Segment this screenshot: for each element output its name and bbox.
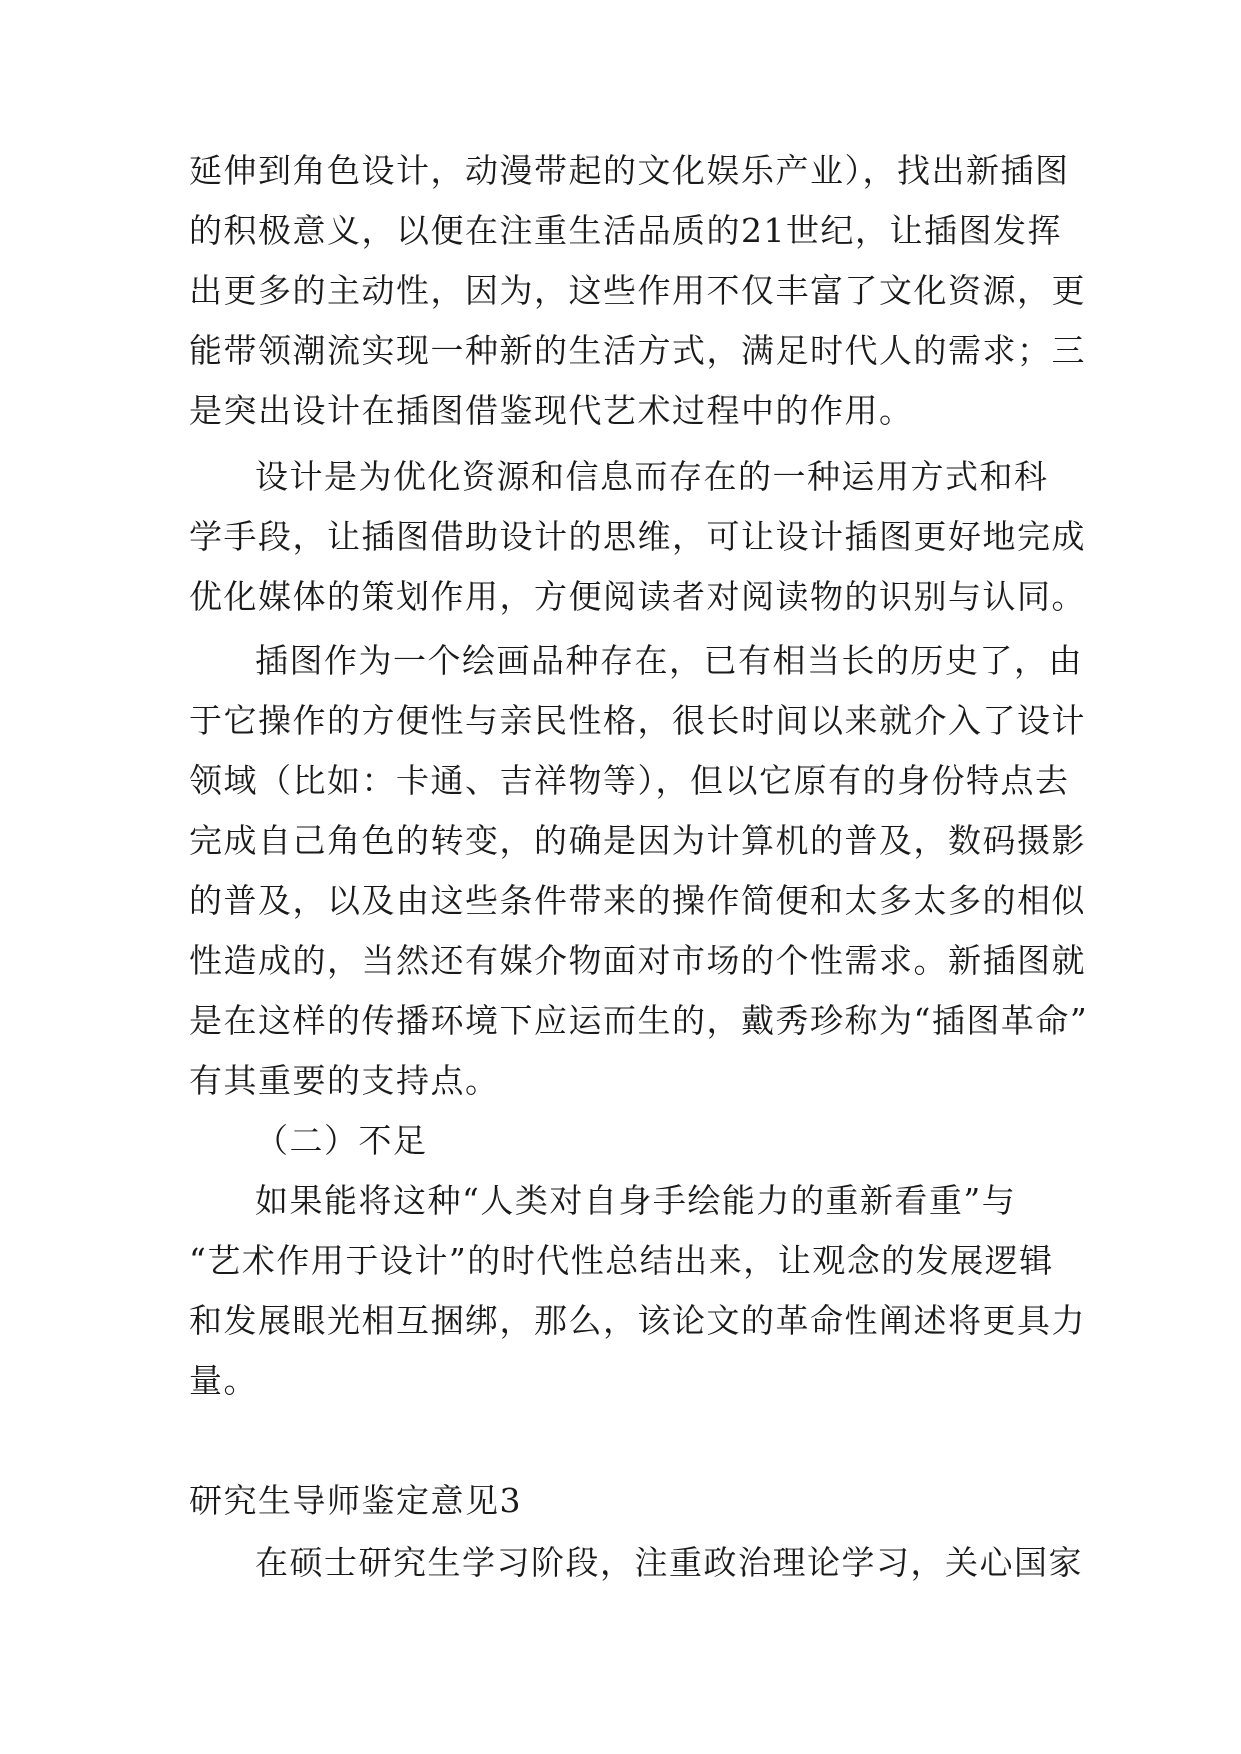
section-title: 研究生导师鉴定意见3 — [189, 1481, 522, 1520]
text-line: 有其重要的支持点。 — [189, 1061, 500, 1100]
text-line: “艺术作用于设计”的时代性总结出来，让观念的发展逻辑 — [189, 1241, 1054, 1280]
text-line: 的积极意义，以便在注重生活品质的21世纪，让插图发挥 — [189, 211, 1062, 250]
text-line: 学手段，让插图借助设计的思维，可让设计插图更好地完成 — [189, 517, 1086, 556]
text-line: 优化媒体的策划作用，方便阅读者对阅读物的识别与认同。 — [189, 577, 1086, 616]
text-line: 量。 — [189, 1361, 258, 1400]
text-line: 在硕士研究生学习阶段，注重政治理论学习，关心国家 — [255, 1543, 1083, 1582]
text-line: 的普及，以及由这些条件带来的操作简便和太多太多的相似 — [189, 881, 1086, 920]
text-line: 如果能将这种“人类对自身手绘能力的重新看重”与 — [255, 1181, 1017, 1220]
text-line: 设计是为优化资源和信息而存在的一种运用方式和科 — [255, 457, 1049, 496]
section-heading: （二）不足 — [255, 1121, 428, 1160]
text-line: 出更多的主动性，因为，这些作用不仅丰富了文化资源，更 — [189, 271, 1086, 310]
text-line: 延伸到角色设计，动漫带起的文化娱乐产业），找出新插图 — [189, 151, 1070, 190]
text-line: 和发展眼光相互捆绑，那么，该论文的革命性阐述将更具力 — [189, 1301, 1086, 1340]
text-line: 领域（比如：卡通、吉祥物等），但以它原有的身份特点去 — [189, 761, 1070, 800]
text-line: 于它操作的方便性与亲民性格，很长时间以来就介入了设计 — [189, 701, 1086, 740]
text-line: 是在这样的传播环境下应运而生的，戴秀珍称为“插图革命” — [189, 1001, 1089, 1040]
text-line: 是突出设计在插图借鉴现代艺术过程中的作用。 — [189, 391, 914, 430]
text-line: 完成自己角色的转变，的确是因为计算机的普及，数码摄影 — [189, 821, 1086, 860]
text-line: 能带领潮流实现一种新的生活方式，满足时代人的需求；三 — [189, 331, 1086, 370]
text-line: 性造成的，当然还有媒介物面对市场的个性需求。新插图就 — [189, 941, 1086, 980]
text-line: 插图作为一个绘画品种存在，已有相当长的历史了，由 — [255, 641, 1083, 680]
